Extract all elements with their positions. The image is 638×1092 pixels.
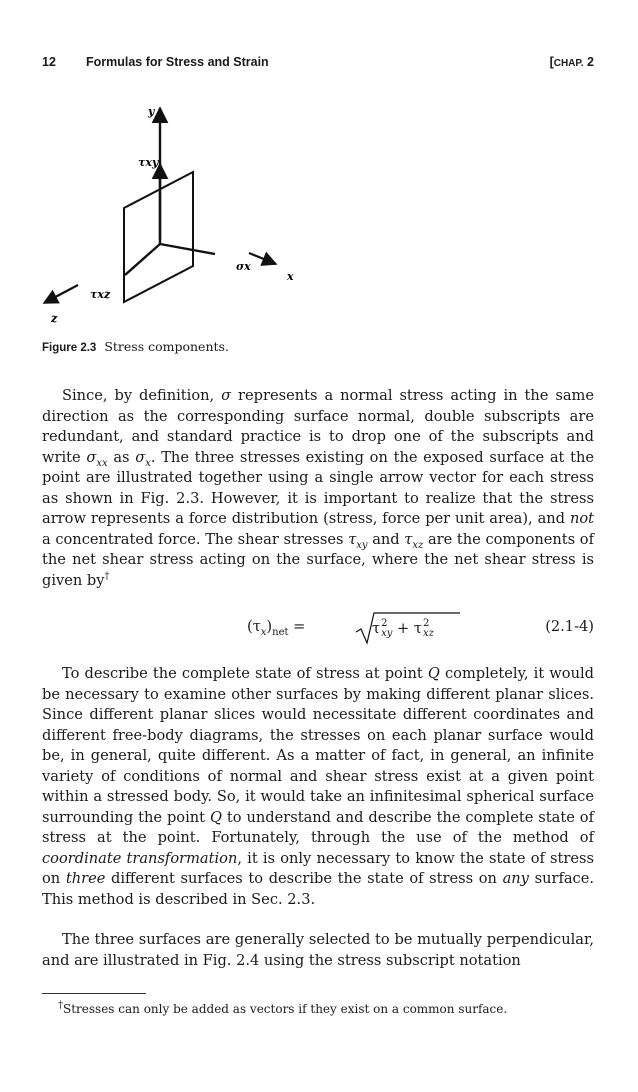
tau-xy-label: τxy [138, 156, 159, 169]
equation-radicand: τ 2 xy + τ 2 xz [372, 618, 434, 639]
x-axis [160, 244, 215, 254]
page-number: 12 [42, 55, 56, 69]
z-axis [125, 244, 160, 275]
equation-net-shear-stress [42, 610, 594, 646]
exposed-surface-plane [124, 172, 193, 302]
tau-xz-label: τxz [90, 288, 111, 301]
sigma-x-arrow [249, 253, 276, 264]
footnote: †Stresses can only be added as vectors if they exist on a common surface. [58, 1000, 508, 1016]
sigma-x-label: σx [236, 260, 251, 273]
footnote-rule [42, 993, 146, 994]
figure-caption-label: Figure 2.3 [42, 342, 97, 354]
y-label: y [148, 105, 155, 118]
x-label: x [287, 270, 294, 283]
chapter-label: [CHAP. 2 [549, 55, 594, 69]
stress-components-figure [0, 90, 638, 330]
paragraph-state-of-stress: To describe the complete state of stress at point Q completely, it would be necessary to examine other surfaces by making different planar slices. Since different planar slices would necessitate different coordinates and different free-body diagrams, the stresses on each planar surface would be, in general, quite different. As a matter of fact, in general, an infinite variety of conditions of normal and shear stress exist at a given point within a stressed body. So, it would take an infinitesimal spherical surface surrounding the point Q to understand and describe the complete state of stress at the point. Fortunately, through the use of the method of coordinate transformation, it is only necessary to know the state of stress on three different surfaces to describe the state of stress on any surface. This method is described in Sec. 2.3. [42, 665, 594, 908]
figure-caption-text: Stress components. [104, 339, 229, 354]
paragraph-three-surfaces: The three surfaces are generally selected to be mutually perpendicular, and are illustrated in Fig. 2.4 using the stress subscript notation [42, 931, 594, 969]
z-label: z [51, 312, 58, 325]
running-header [42, 55, 594, 75]
equation-number: (2.1-4) [545, 618, 594, 635]
figure-caption [42, 339, 229, 354]
paragraph-normal-stress: Since, by definition, σ represents a normal stress acting in the same direction as the corresponding surface normal, double subscripts are redundant, and standard practice is to drop one of the subscripts and write $\sigma_{xx}$ as $\sigma_x$. The three stresses existing on the exposed surface at the point are illustrated together using a single arrow vector for each stress as shown in Fig. 2.3. However, it is important to realize that the stress arrow represents a force distribution (stress, force per unit area), and not a concentrated force. The shear stresses $\tau_{xy}$ and $\tau_{xz}$ are the components of the net shear stress acting on the surface, where the net shear stress is given by† [42, 387, 595, 589]
tau-xz-arrow [44, 285, 78, 303]
equation-lhs: $(\tau_x)_{net}$ = [247, 618, 306, 638]
running-title: Formulas for Stress and Strain [86, 55, 269, 69]
